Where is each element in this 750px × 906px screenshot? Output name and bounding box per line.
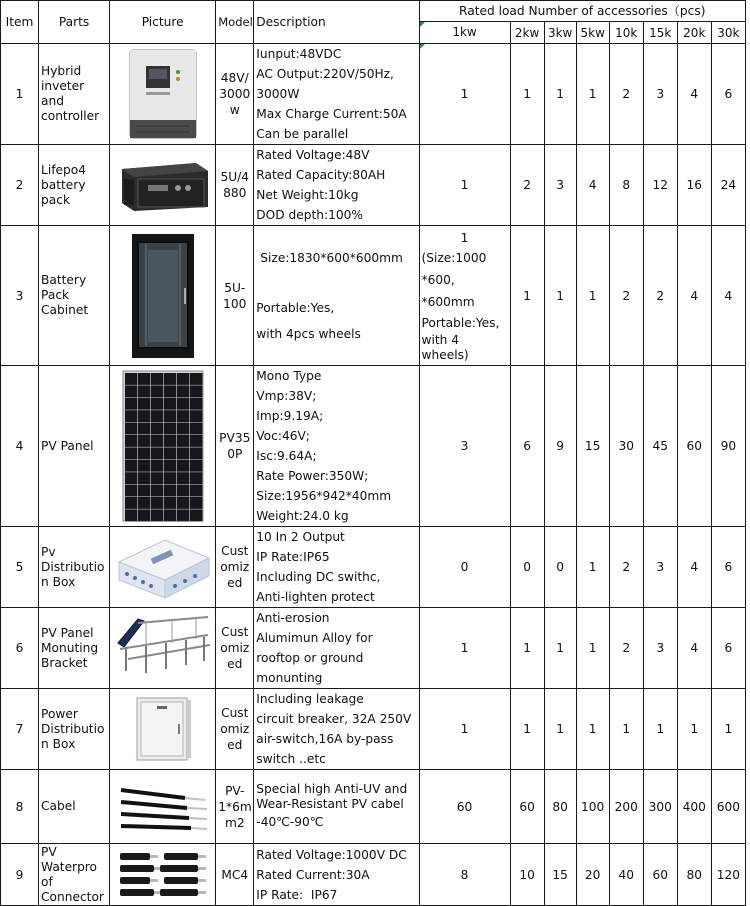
solar-cell bbox=[177, 373, 189, 385]
item-number: 1 bbox=[1, 44, 39, 145]
qty-10k: 8 bbox=[609, 145, 643, 226]
description-line: Imp:9.19A; bbox=[256, 409, 324, 423]
table-row bbox=[1, 689, 746, 770]
solar-cell bbox=[177, 385, 189, 397]
solar-cell bbox=[177, 497, 189, 509]
qty-2kw: 0 bbox=[510, 527, 544, 608]
description bbox=[254, 608, 419, 689]
capacity-30k: 30k bbox=[711, 22, 745, 44]
description-line: Portable:Yes, bbox=[256, 300, 335, 315]
table-row bbox=[1, 145, 746, 226]
description-line: Iunput:48VDC bbox=[256, 47, 342, 61]
qty-2kw: 1 bbox=[510, 226, 544, 366]
solar-cell bbox=[151, 410, 163, 422]
picture-cell bbox=[110, 366, 216, 527]
item-number: 2 bbox=[1, 145, 39, 226]
description-line: Rate Power:350W; bbox=[256, 469, 369, 483]
description bbox=[254, 844, 419, 906]
qty-20k: 400 bbox=[677, 770, 711, 844]
description-line: AC Output:220V/50Hz, 3000W bbox=[256, 67, 394, 101]
qty-10k: 1 bbox=[609, 689, 643, 770]
solar-cell bbox=[190, 460, 202, 472]
qty-15k: 3 bbox=[643, 527, 677, 608]
table-row bbox=[1, 527, 746, 608]
qty-1kw-line: *600, bbox=[421, 272, 455, 287]
qty-20k: 4 bbox=[677, 44, 711, 145]
qty-20k: 1 bbox=[677, 689, 711, 770]
solar-cell bbox=[138, 447, 150, 459]
picture-cell bbox=[110, 44, 216, 145]
qty-30k: 4 bbox=[711, 226, 745, 366]
table-row bbox=[1, 226, 746, 366]
qty-3kw: 80 bbox=[544, 770, 576, 844]
qty-1kw-line: *600mm bbox=[421, 294, 475, 309]
solar-cell bbox=[138, 398, 150, 410]
qty-1kw-line: 1 bbox=[460, 230, 469, 245]
pv-cable-picture bbox=[115, 776, 211, 838]
solar-cell bbox=[125, 472, 137, 484]
table-row bbox=[1, 366, 746, 527]
qty-1kw bbox=[419, 226, 510, 366]
solar-cell bbox=[125, 485, 137, 497]
description-line: Net Weight:10kg bbox=[256, 188, 359, 202]
solar-cell bbox=[177, 435, 189, 447]
qty-1kw: 3 bbox=[419, 366, 510, 527]
description-line: Rated Voltage:48V bbox=[256, 148, 370, 162]
qty-3kw: 0 bbox=[544, 527, 576, 608]
picture-cell bbox=[110, 770, 216, 844]
qty-10k: 2 bbox=[609, 44, 643, 145]
part-name: PV Panel bbox=[39, 366, 110, 527]
description-line: Max Charge Current:50A bbox=[256, 107, 407, 121]
solar-cell bbox=[138, 485, 150, 497]
picture-cell bbox=[110, 527, 216, 608]
solar-cell bbox=[151, 435, 163, 447]
qty-15k: 12 bbox=[643, 145, 677, 226]
solar-cell bbox=[151, 398, 163, 410]
table-row bbox=[1, 770, 746, 844]
qty-3kw: 3 bbox=[544, 145, 576, 226]
solar-cell bbox=[138, 423, 150, 435]
part-name: Battery Pack Cabinet bbox=[39, 226, 110, 366]
solar-cell bbox=[164, 398, 176, 410]
description-line: circuit breaker, 32A 250V bbox=[256, 712, 412, 726]
mc4-connector-picture bbox=[114, 847, 212, 903]
qty-20k: 80 bbox=[677, 844, 711, 906]
qty-5kw: 1 bbox=[576, 226, 609, 366]
description-line: Size:1956*942*40mm bbox=[256, 489, 392, 503]
qty-5kw: 1 bbox=[576, 44, 609, 145]
capacity-20k: 20k bbox=[677, 22, 711, 44]
solar-cell bbox=[138, 410, 150, 422]
solar-cell bbox=[177, 460, 189, 472]
solar-cell bbox=[138, 385, 150, 397]
qty-1kw-line: (Size:1000 bbox=[421, 250, 487, 265]
item-number: 3 bbox=[1, 226, 39, 366]
qty-3kw: 9 bbox=[544, 366, 576, 527]
solar-cell bbox=[190, 509, 202, 521]
header-item: Item bbox=[1, 1, 39, 44]
qty-1kw: 1 bbox=[419, 608, 510, 689]
description-line: Including leakage bbox=[256, 692, 364, 706]
qty-1kw: 0 bbox=[419, 527, 510, 608]
solar-cell bbox=[164, 385, 176, 397]
solar-cell bbox=[190, 485, 202, 497]
hybrid-inverter-picture bbox=[126, 48, 200, 140]
solar-cell bbox=[138, 435, 150, 447]
battery-pack-picture bbox=[114, 157, 212, 213]
solar-cell bbox=[190, 410, 202, 422]
solar-cell bbox=[177, 398, 189, 410]
qty-30k: 6 bbox=[711, 44, 745, 145]
part-name: PV Panel Monuting Bracket bbox=[39, 608, 110, 689]
qty-30k: 120 bbox=[711, 844, 745, 906]
qty-20k: 60 bbox=[677, 366, 711, 527]
qty-30k: 1 bbox=[711, 689, 745, 770]
qty-20k: 4 bbox=[677, 608, 711, 689]
description-line: Special high Anti-UV and Wear-Resistant PV cabel bbox=[256, 781, 408, 811]
qty-2kw: 1 bbox=[510, 44, 544, 145]
qty-2kw: 6 bbox=[510, 366, 544, 527]
description-line: Weight:24.0 kg bbox=[256, 509, 349, 523]
description-line: Anti-lighten protect bbox=[256, 590, 375, 604]
solar-cell bbox=[125, 373, 137, 385]
capacity-5kw: 5kw bbox=[576, 22, 609, 44]
qty-3kw: 15 bbox=[544, 844, 576, 906]
solar-cell bbox=[151, 509, 163, 521]
solar-cell bbox=[125, 435, 137, 447]
header-picture: Picture bbox=[110, 1, 216, 44]
item-number: 8 bbox=[1, 770, 39, 844]
solar-cell bbox=[164, 435, 176, 447]
description-line: Rated Current:30A bbox=[256, 867, 370, 882]
solar-cell bbox=[125, 410, 137, 422]
description-line: switch ..etc bbox=[256, 752, 326, 766]
solar-cell bbox=[151, 472, 163, 484]
solar-cell bbox=[164, 373, 176, 385]
picture-cell bbox=[110, 145, 216, 226]
solar-cell bbox=[164, 509, 176, 521]
qty-3kw: 1 bbox=[544, 44, 576, 145]
description bbox=[254, 770, 419, 844]
pv-panel-picture bbox=[122, 370, 204, 522]
description-line: Rated Voltage:1000V DC bbox=[256, 847, 407, 862]
model: MC4 bbox=[216, 844, 254, 906]
qty-1kw-line: wheels) bbox=[421, 347, 469, 362]
picture-cell bbox=[110, 608, 216, 689]
solar-cell bbox=[177, 509, 189, 521]
qty-5kw: 100 bbox=[576, 770, 609, 844]
description bbox=[254, 527, 419, 608]
pv-distribution-box-picture bbox=[113, 532, 213, 602]
qty-15k: 300 bbox=[643, 770, 677, 844]
qty-10k: 2 bbox=[609, 527, 643, 608]
solar-cell bbox=[151, 497, 163, 509]
qty-1kw: 1 bbox=[419, 689, 510, 770]
table-row bbox=[1, 44, 746, 145]
qty-5kw: 1 bbox=[576, 608, 609, 689]
model: PV35 0P bbox=[216, 366, 254, 527]
qty-1kw: 8 bbox=[419, 844, 510, 906]
description-line: Anti-erosion bbox=[256, 611, 330, 625]
description bbox=[254, 689, 419, 770]
picture-cell bbox=[110, 844, 216, 906]
item-number: 5 bbox=[1, 527, 39, 608]
solar-cell bbox=[164, 485, 176, 497]
item-number: 4 bbox=[1, 366, 39, 527]
part-name: Pv Distributio n Box bbox=[39, 527, 110, 608]
qty-15k: 60 bbox=[643, 844, 677, 906]
part-name: Lifepo4 battery pack bbox=[39, 145, 110, 226]
solar-cell bbox=[190, 423, 202, 435]
description-line: Isc:9.64A; bbox=[256, 449, 317, 463]
solar-cell bbox=[125, 497, 137, 509]
item-number: 6 bbox=[1, 608, 39, 689]
solar-cell bbox=[151, 447, 163, 459]
description-line: Size:1830*600*600mm bbox=[260, 250, 403, 265]
qty-1kw: 1 bbox=[419, 44, 510, 145]
solar-cell bbox=[151, 385, 163, 397]
description-line: monunting bbox=[256, 671, 323, 685]
description bbox=[254, 226, 419, 366]
solar-cell bbox=[164, 447, 176, 459]
qty-15k: 45 bbox=[643, 366, 677, 527]
description-line: -40℃-90℃ bbox=[256, 814, 324, 829]
model: PV- 1*6m m2 bbox=[216, 770, 254, 844]
solar-cell bbox=[151, 373, 163, 385]
solar-cell bbox=[177, 485, 189, 497]
qty-1kw: 60 bbox=[419, 770, 510, 844]
model: 5U- 100 bbox=[216, 226, 254, 366]
qty-2kw: 1 bbox=[510, 608, 544, 689]
solar-cell bbox=[164, 472, 176, 484]
qty-30k: 24 bbox=[711, 145, 745, 226]
solar-cell bbox=[164, 497, 176, 509]
solar-cell bbox=[177, 447, 189, 459]
item-number: 9 bbox=[1, 844, 39, 906]
model: Cust omiz ed bbox=[216, 608, 254, 689]
qty-30k: 90 bbox=[711, 366, 745, 527]
solar-cell bbox=[125, 398, 137, 410]
header-model: Model bbox=[216, 1, 254, 44]
solar-cell bbox=[138, 460, 150, 472]
solar-cell bbox=[138, 509, 150, 521]
solar-cell bbox=[190, 447, 202, 459]
battery-cabinet-picture bbox=[124, 230, 202, 362]
header-rated-load: Rated load Number of accessories（pcs) bbox=[419, 1, 746, 22]
qty-2kw: 60 bbox=[510, 770, 544, 844]
qty-20k: 4 bbox=[677, 226, 711, 366]
qty-10k: 2 bbox=[609, 608, 643, 689]
description-line: 10 In 2 Output bbox=[256, 530, 345, 544]
qty-15k: 2 bbox=[643, 226, 677, 366]
capacity-10k: 10k bbox=[609, 22, 643, 44]
description bbox=[254, 145, 419, 226]
capacity-3kw: 3kw bbox=[544, 22, 576, 44]
qty-2kw: 2 bbox=[510, 145, 544, 226]
table-row bbox=[1, 844, 746, 906]
model: Cust omiz ed bbox=[216, 527, 254, 608]
qty-3kw: 1 bbox=[544, 608, 576, 689]
solar-cell bbox=[164, 460, 176, 472]
solar-cell bbox=[125, 385, 137, 397]
header-row bbox=[1, 1, 746, 22]
qty-1kw-line: with 4 bbox=[421, 332, 459, 347]
description-line: with 4pcs wheels bbox=[256, 326, 361, 341]
solar-cell bbox=[151, 485, 163, 497]
solar-cell bbox=[164, 423, 176, 435]
part-name: Hybrid inveter and controller bbox=[39, 44, 110, 145]
description-line: Can be parallel bbox=[256, 127, 349, 141]
solar-cell bbox=[190, 385, 202, 397]
qty-15k: 1 bbox=[643, 689, 677, 770]
solar-cell bbox=[125, 423, 137, 435]
qty-5kw: 1 bbox=[576, 527, 609, 608]
header-parts: Parts bbox=[39, 1, 110, 44]
solar-cell bbox=[138, 472, 150, 484]
qty-10k: 30 bbox=[609, 366, 643, 527]
solar-cell bbox=[138, 373, 150, 385]
part-name: Power Distributio n Box bbox=[39, 689, 110, 770]
solar-cell bbox=[190, 472, 202, 484]
header-description: Description bbox=[254, 1, 419, 44]
qty-10k: 2 bbox=[609, 226, 643, 366]
qty-10k: 40 bbox=[609, 844, 643, 906]
description-line: Mono Type bbox=[256, 369, 322, 383]
solar-cell bbox=[164, 410, 176, 422]
description bbox=[254, 366, 419, 527]
description-line: Vmp:38V; bbox=[256, 389, 317, 403]
power-distribution-box-picture bbox=[131, 694, 195, 764]
capacity-15k: 15k bbox=[643, 22, 677, 44]
solar-cell bbox=[125, 447, 137, 459]
qty-15k: 3 bbox=[643, 44, 677, 145]
solar-cell bbox=[190, 373, 202, 385]
picture-cell bbox=[110, 689, 216, 770]
picture-cell bbox=[110, 226, 216, 366]
solar-cell bbox=[125, 460, 137, 472]
capacity-1kw: 1kw bbox=[419, 22, 510, 44]
model: Cust omiz ed bbox=[216, 689, 254, 770]
qty-1kw: 1 bbox=[419, 145, 510, 226]
description-line: Alumimun Alloy for bbox=[256, 631, 373, 645]
qty-3kw: 1 bbox=[544, 689, 576, 770]
qty-2kw: 1 bbox=[510, 689, 544, 770]
qty-20k: 16 bbox=[677, 145, 711, 226]
qty-5kw: 1 bbox=[576, 689, 609, 770]
solar-cell bbox=[190, 435, 202, 447]
solar-cell bbox=[138, 497, 150, 509]
mounting-bracket-picture bbox=[112, 613, 214, 683]
qty-20k: 4 bbox=[677, 527, 711, 608]
solar-cell bbox=[190, 398, 202, 410]
description-line: air-switch,16A by-pass bbox=[256, 732, 394, 746]
qty-3kw: 1 bbox=[544, 226, 576, 366]
description-line: Including DC swithc, bbox=[256, 570, 381, 584]
qty-5kw: 20 bbox=[576, 844, 609, 906]
qty-2kw: 10 bbox=[510, 844, 544, 906]
qty-30k: 6 bbox=[711, 608, 745, 689]
item-number: 7 bbox=[1, 689, 39, 770]
solar-cell bbox=[177, 423, 189, 435]
description-line: IP Rate: IP67 bbox=[256, 887, 338, 902]
qty-1kw-line: Portable:Yes, bbox=[421, 315, 500, 330]
model: 48V/ 3000 w bbox=[216, 44, 254, 145]
qty-5kw: 4 bbox=[576, 145, 609, 226]
qty-30k: 600 bbox=[711, 770, 745, 844]
solar-cell bbox=[125, 509, 137, 521]
description-line: Rated Capacity:80AH bbox=[256, 168, 386, 182]
capacity-2kw: 2kw bbox=[510, 22, 544, 44]
part-name: PV Waterpro of Connector bbox=[39, 844, 110, 906]
part-name: Cabel bbox=[39, 770, 110, 844]
description-line: DOD depth:100% bbox=[256, 208, 363, 222]
solar-cell bbox=[151, 423, 163, 435]
solar-cell bbox=[177, 472, 189, 484]
table-row bbox=[1, 608, 746, 689]
qty-5kw: 15 bbox=[576, 366, 609, 527]
description-line: Voc:46V; bbox=[256, 429, 310, 443]
description-line: IP Rate:IP65 bbox=[256, 550, 330, 564]
model: 5U/4 880 bbox=[216, 145, 254, 226]
solar-cell bbox=[177, 410, 189, 422]
solar-cell bbox=[151, 460, 163, 472]
qty-30k: 6 bbox=[711, 527, 745, 608]
qty-10k: 200 bbox=[609, 770, 643, 844]
solar-cell bbox=[190, 497, 202, 509]
description-line: rooftop or ground bbox=[256, 651, 364, 665]
description bbox=[254, 44, 419, 145]
qty-15k: 3 bbox=[643, 608, 677, 689]
